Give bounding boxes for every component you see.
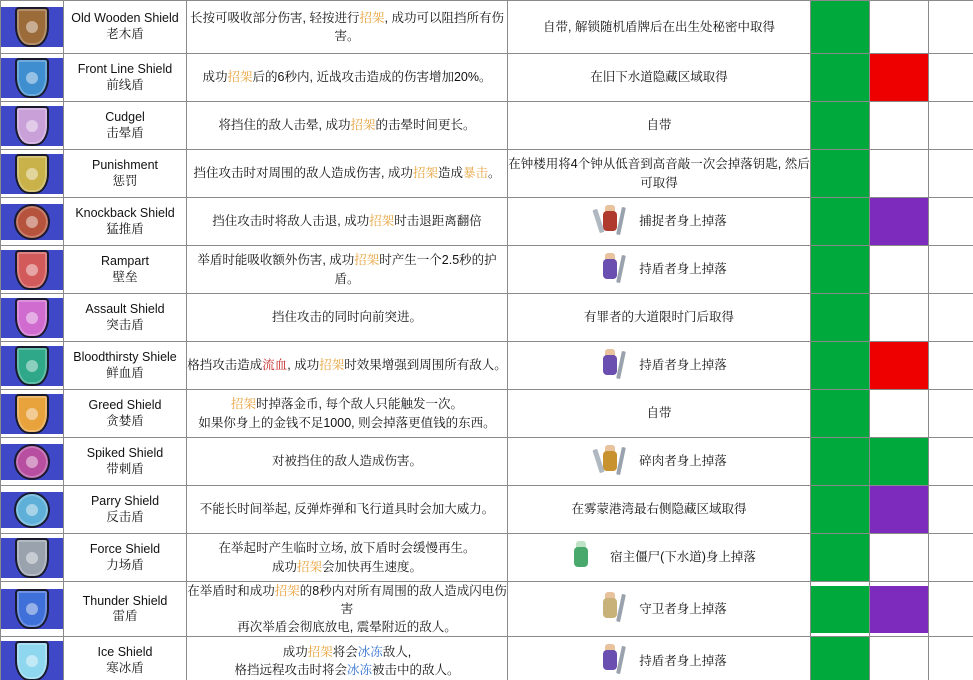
shield-icon-cell [1,1,64,54]
shield-acquisition-cell [508,486,811,534]
shield-description-cell [187,486,508,534]
shield-description: 成功招架后的6秒内, 近战攻击造成的伤害增加20%。 [202,70,492,85]
shield-name-en: Force Shield [89,541,161,556]
shield-name-cn: 前线盾 [106,77,144,92]
status-cell-2 [870,246,929,294]
shield-acquisition-cell [508,54,811,102]
shield-name-en: Parry Shield [90,493,160,508]
shield-name-cn: 击晕盾 [106,125,144,140]
shield-description-cell [187,246,508,294]
acquisition-text: 自带 [646,118,672,133]
shield-name-cell [64,1,187,54]
shield-acquisition-cell [508,438,811,486]
table-row [1,102,973,150]
table-row [1,246,973,294]
shield-icon-cell [1,486,64,534]
shield-table-body [1,1,973,680]
shield-acquisition-cell [508,294,811,342]
status-cell-2 [870,198,929,246]
table-row [1,54,973,102]
table-row [1,582,973,637]
acquisition-content [508,592,810,626]
status-cell-3 [929,534,973,582]
status-cell-2 [870,1,929,54]
table-row [1,294,973,342]
status-cell-2 [870,294,929,342]
status-cell-1 [811,102,870,150]
shield-description-cell [187,54,508,102]
shield-name-en: Rampart [101,253,149,268]
shield-icon-cell [1,438,64,486]
shield-name-cell [64,198,187,246]
shield-description: 招架时掉落金币, 每个敌人只能触发一次。 如果你身上的金钱不足1000, 则会掉落更值钱的东西。 [198,397,496,430]
status-cell-1 [811,534,870,582]
shield-name-cell [64,150,187,198]
acquisition-text: 自带, 解锁随机盾牌后在出生处秘密中取得 [543,19,775,34]
shield-acquisition-cell [508,582,811,637]
status-cell-2 [870,486,929,534]
shield-name-cn: 寒冰盾 [106,660,144,675]
status-cell-2 [870,342,929,390]
status-cell-3 [929,486,973,534]
enemy-sprite [562,541,602,575]
shield-icon [1,492,63,528]
status-cell-2 [870,150,929,198]
acquisition-text: 持盾者身上掉落 [639,358,727,373]
shield-acquisition-cell [508,102,811,150]
status-cell-3 [929,390,973,438]
acquisition-content [508,68,810,86]
shield-description: 长按可吸收部分伤害, 轻按进行招架, 成功可以阻挡所有伤害。 [190,10,504,43]
acquisition-content [508,205,810,239]
shield-name-cn: 带刺盾 [106,461,144,476]
status-cell-1 [811,1,870,54]
table-row [1,438,973,486]
shield-name-en: Greed Shield [88,397,162,412]
acquisition-text: 碎肉者身上掉落 [639,454,727,469]
shield-description-cell [187,1,508,54]
shield-icon [1,106,63,146]
shield-acquisition-cell [508,150,811,198]
status-cell-3 [929,198,973,246]
enemy-sprite [591,644,631,678]
shield-name-cell [64,438,187,486]
shield-icon [1,58,63,98]
status-cell-3 [929,582,973,637]
shield-name-cn: 惩罚 [112,173,138,188]
shield-description: 挡住攻击时将敌人击退, 成功招架时击退距离翻倍 [212,214,482,229]
shield-description: 格挡攻击造成流血, 成功招架时效果增强到周围所有敌人。 [187,358,507,373]
enemy-sprite [591,253,631,287]
table-row [1,342,973,390]
shield-icon [1,394,63,434]
shield-name-en: Spiked Shield [86,445,164,460]
shield-name-cell [64,342,187,390]
shield-icon [1,444,63,480]
status-cell-3 [929,294,973,342]
shield-description-cell [187,534,508,582]
shield-icon [1,154,63,194]
acquisition-text: 持盾者身上掉落 [639,262,727,277]
shield-description-cell [187,637,508,680]
acquisition-content [508,349,810,383]
status-cell-2 [870,582,929,637]
shield-icon-cell [1,390,64,438]
status-cell-3 [929,1,973,54]
shield-name-cell [64,390,187,438]
shield-icon-cell [1,54,64,102]
status-cell-2 [870,637,929,680]
enemy-sprite [591,349,631,383]
shield-icon-cell [1,246,64,294]
acquisition-text: 自带 [646,406,672,421]
shield-description: 不能长时间举起, 反弹炸弹和飞行道具时会加大威力。 [199,502,495,517]
shield-acquisition-cell [508,390,811,438]
shield-icon-cell [1,534,64,582]
shield-name-en: Bloodthirsty Shiele [73,349,177,364]
shield-acquisition-cell [508,342,811,390]
status-cell-3 [929,342,973,390]
acquisition-content [508,253,810,287]
acquisition-text: 在雾蒙港湾最右侧隐藏区域取得 [571,502,747,517]
shield-name-cn: 老木盾 [106,27,144,41]
acquisition-content [508,18,810,36]
shield-description-cell [187,150,508,198]
shield-icon-cell [1,637,64,680]
acquisition-content [508,116,810,134]
shield-description-cell [187,582,508,637]
shield-name-cn: 突击盾 [106,317,144,332]
shield-name-cn: 贪婪盾 [106,413,144,428]
shield-name-cell [64,534,187,582]
shield-icon-cell [1,102,64,150]
status-cell-3 [929,637,973,680]
shield-name-cell [64,637,187,680]
status-cell-2 [870,438,929,486]
acquisition-text: 宿主僵尸(下水道)身上掉落 [610,550,756,565]
shield-icon [1,589,63,629]
shield-icon [1,250,63,290]
shield-description-cell [187,438,508,486]
shield-name-en: Knockback Shield [75,205,175,220]
shield-acquisition-cell [508,246,811,294]
acquisition-content [508,644,810,678]
shield-name-cn: 雷盾 [112,609,138,624]
shield-icon-cell [1,582,64,637]
shield-description-cell [187,390,508,438]
shield-icon-cell [1,294,64,342]
shield-icon [1,7,63,47]
acquisition-text: 守卫者身上掉落 [639,602,727,617]
shield-name-en: Assault Shield [85,301,165,316]
shield-name-cell [64,246,187,294]
acquisition-content [508,404,810,422]
shield-name-en: Ice Shield [97,645,153,660]
table-row [1,150,973,198]
shield-icon-cell [1,198,64,246]
status-cell-3 [929,150,973,198]
shield-name-cell [64,294,187,342]
status-cell-1 [811,150,870,198]
shield-description-cell [187,294,508,342]
shield-acquisition-cell [508,198,811,246]
shield-name-cell [64,582,187,637]
status-cell-1 [811,246,870,294]
status-cell-1 [811,438,870,486]
shield-name-cn: 反击盾 [106,509,144,524]
shield-name-cell [64,102,187,150]
enemy-sprite [591,592,631,626]
status-cell-3 [929,246,973,294]
shield-name-cn: 猛推盾 [106,221,144,236]
shield-icon-cell [1,342,64,390]
shield-name-en: Old Wooden Shield [71,11,179,26]
status-cell-1 [811,582,870,637]
table-row [1,390,973,438]
status-cell-1 [811,390,870,438]
status-cell-2 [870,390,929,438]
shield-name-cell [64,54,187,102]
status-cell-1 [811,54,870,102]
shield-description: 在举盾时和成功招架的8秒内对所有周围的敌人造成闪电伤害 再次举盾会彻底放电, 震晕附近的敌人。 [187,584,507,635]
shield-description-cell [187,342,508,390]
table-row [1,486,973,534]
table-row [1,1,973,54]
shield-name-en: Cudgel [105,109,145,124]
acquisition-text: 捕捉者身上掉落 [639,214,727,229]
shield-acquisition-cell [508,1,811,54]
acquisition-content [508,541,810,575]
acquisition-content [508,445,810,479]
acquisition-content [508,500,810,518]
shield-description: 对被挡住的敌人造成伤害。 [271,454,422,469]
shield-description: 举盾时能吸收额外伤害, 成功招架时产生一个2.5秒的护盾。 [197,253,497,286]
acquisition-text: 在旧下水道隐藏区域取得 [590,70,728,85]
shield-description: 挡住攻击时对周围的敌人造成伤害, 成功招架造成暴击。 [193,166,501,181]
acquisition-content [508,308,810,326]
table-row [1,637,973,680]
shield-name-cn: 力场盾 [106,557,144,572]
acquisition-content [508,155,810,191]
status-cell-3 [929,102,973,150]
status-cell-2 [870,54,929,102]
status-cell-3 [929,54,973,102]
status-cell-2 [870,102,929,150]
enemy-sprite [591,205,631,239]
shield-name-en: Front Line Shield [77,61,173,76]
status-cell-3 [929,438,973,486]
shield-icon-cell [1,150,64,198]
shield-description: 挡住攻击的同时向前突进。 [271,310,422,325]
status-cell-2 [870,534,929,582]
shield-description: 成功招架将会冰冻敌人, 格挡远程攻击时将会冰冻被击中的敌人。 [234,644,460,677]
shield-icon [1,346,63,386]
shield-name-cell [64,486,187,534]
shield-name-en: Punishment [91,157,158,172]
status-cell-1 [811,486,870,534]
shield-icon [1,538,63,578]
status-cell-1 [811,198,870,246]
shield-icon [1,641,63,680]
shield-icon [1,204,63,240]
shield-description: 在举起时产生临时立场, 放下盾时会缓慢再生。 成功招架会加快再生速度。 [218,541,476,574]
shield-acquisition-cell [508,534,811,582]
status-cell-1 [811,342,870,390]
enemy-sprite [591,445,631,479]
status-cell-1 [811,637,870,680]
acquisition-text: 有罪者的大道限时门后取得 [583,310,734,325]
shield-acquisition-cell [508,637,811,680]
shield-description-cell [187,102,508,150]
shield-description-cell [187,198,508,246]
acquisition-text: 持盾者身上掉落 [639,653,727,668]
shield-icon [1,298,63,338]
shield-name-en: Thunder Shield [82,593,168,608]
table-row [1,198,973,246]
shield-name-cn: 壁垒 [112,269,138,284]
table-row [1,534,973,582]
shield-name-cn: 鲜血盾 [106,365,144,380]
status-cell-1 [811,294,870,342]
acquisition-text: 在钟楼用将4个钟从低音到高音敲一次会掉落钥匙, 然后可取得 [508,157,810,190]
shield-description: 将挡住的敌人击晕, 成功招架的击晕时间更长。 [218,118,476,133]
